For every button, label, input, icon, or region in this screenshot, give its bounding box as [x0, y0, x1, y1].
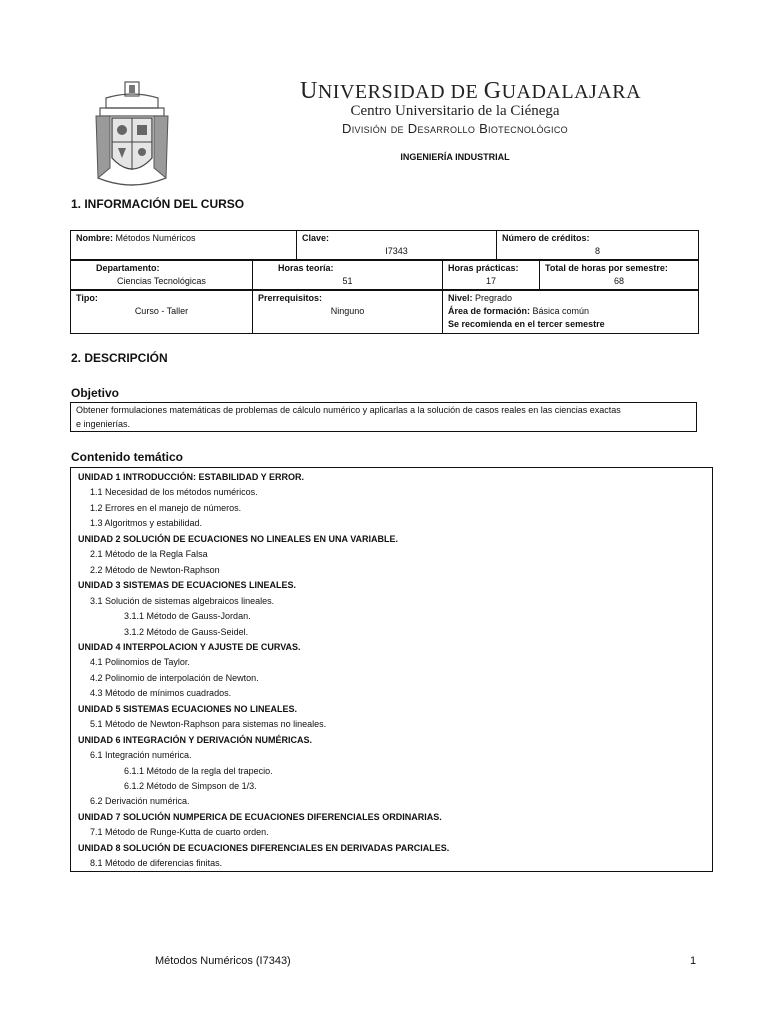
university-crest-logo [92, 80, 172, 190]
course-info-table-row3 [70, 290, 699, 334]
content-topic-item: 8.1 Método de diferencias finitas. [90, 858, 223, 869]
content-unit-heading: UNIDAD 8 SOLUCIÓN DE ECUACIONES DIFERENCIALES EN DERIVADAS PARCIALES. [78, 842, 450, 853]
nombre-cell: Nombre: Métodos Numéricos [71, 231, 297, 260]
prerrequisitos-cell: Prerrequisitos: Ninguno [253, 291, 443, 334]
content-topic-item: 7.1 Método de Runge-Kutta de cuarto orden. [90, 827, 269, 838]
content-topic-item: 5.1 Método de Newton-Raphson para sistemas no lineales. [90, 719, 327, 730]
content-unit-heading: UNIDAD 5 SISTEMAS ECUACIONES NO LINEALES. [78, 703, 298, 714]
content-unit-heading: UNIDAD 6 INTEGRACIÓN Y DERIVACIÓN NUMÉRICAS. [78, 734, 313, 745]
content-topic-item: 1.2 Errores en el manejo de números. [90, 502, 242, 513]
content-topic-item: 6.1.1 Método de la regla del trapecio. [124, 765, 273, 776]
content-unit-heading: UNIDAD 3 SISTEMAS DE ECUACIONES LINEALES. [78, 580, 297, 591]
content-topic-item: 2.1 Método de la Regla Falsa [90, 549, 208, 560]
content-unit-heading: UNIDAD 1 INTRODUCCIÓN: ESTABILIDAD Y ERROR. [78, 472, 305, 482]
university-center-name: Centro Universitario de la Ciénega [350, 103, 560, 119]
content-unit-heading: UNIDAD 7 SOLUCIÓN NUMPERICA DE ECUACIONES DIFERENCIALES ORDINARIAS. [78, 811, 442, 822]
content-topic-item: 4.2 Polinomio de interpolación de Newton. [90, 672, 259, 683]
content-topic-item: 1.1 Necesidad de los métodos numéricos. [90, 487, 258, 498]
content-heading: Contenido temático [71, 450, 184, 464]
footer-page-number: 1 [690, 955, 697, 967]
career-name: INGENIERÍA INDUSTRIAL [400, 152, 510, 162]
horas-practicas-cell: Horas prácticas: 17 [443, 261, 540, 290]
footer-course-name: Métodos Numéricos (I7343) [155, 955, 291, 967]
horas-teoria-cell: Horas teoría: 51 [253, 261, 443, 290]
content-topic-item: 4.3 Método de mínimos cuadrados. [90, 688, 232, 699]
total-horas-cell: Total de horas por semestre: 68 [540, 261, 699, 290]
content-topic-item: 2.2 Método de Newton-Raphson [90, 564, 220, 575]
content-topics-box [70, 467, 713, 872]
content-topic-item: 1.3 Algoritmos y estabilidad. [90, 518, 203, 529]
division-name: División de Desarrollo Biotecnológico [342, 121, 568, 136]
content-topic-item: 6.1.2 Método de Simpson de 1/3. [124, 781, 257, 791]
objective-box [70, 402, 697, 432]
tipo-cell: Tipo: Curso - Taller [71, 291, 253, 334]
departamento-cell: Departamento: Ciencias Tecnológicas [71, 261, 253, 290]
creditos-cell: Número de créditos: 8 [497, 231, 699, 260]
content-topic-item: 3.1.1 Método de Gauss-Jordan. [124, 611, 251, 622]
content-unit-heading: UNIDAD 4 INTERPOLACION Y AJUSTE DE CURVAS. [78, 641, 301, 652]
clave-cell: Clave: I7343 [297, 231, 497, 260]
objective-heading: Objetivo [71, 386, 120, 400]
university-title: UNIVERSIDAD DE GUADALAJARA [300, 78, 642, 104]
content-topic-item: 4.1 Polinomios de Taylor. [90, 657, 190, 668]
section-description-heading: 2. DESCRIPCIÓN [71, 351, 168, 365]
content-topic-item: 3.1.2 Método de Gauss-Seidel. [124, 626, 249, 637]
content-unit-heading: UNIDAD 2 SOLUCIÓN DE ECUACIONES NO LINEALES EN UNA VARIABLE. [78, 533, 399, 544]
content-topic-item: 3.1 Solución de sistemas algebraicos lineales. [90, 595, 275, 606]
objective-text-line1: Obtener formulaciones matemáticas de problemas de cálculo numérico y aplicarlas a la solución de casos reales en las ciencias exactas [76, 405, 621, 415]
course-info-table-row2 [70, 260, 699, 290]
nivel-area-cell: Nivel: Pregrado Área de formación: Básica común Se recomienda en el tercer semestre [443, 291, 699, 334]
content-topic-item: 6.2 Derivación numérica. [90, 796, 190, 807]
section-course-info-heading: 1. INFORMACIÓN DEL CURSO [71, 197, 245, 211]
objective-text-line2: e ingenierías. [76, 419, 131, 429]
course-info-table-row1 [70, 230, 699, 260]
content-topic-item: 6.1 Integración numérica. [90, 750, 192, 761]
